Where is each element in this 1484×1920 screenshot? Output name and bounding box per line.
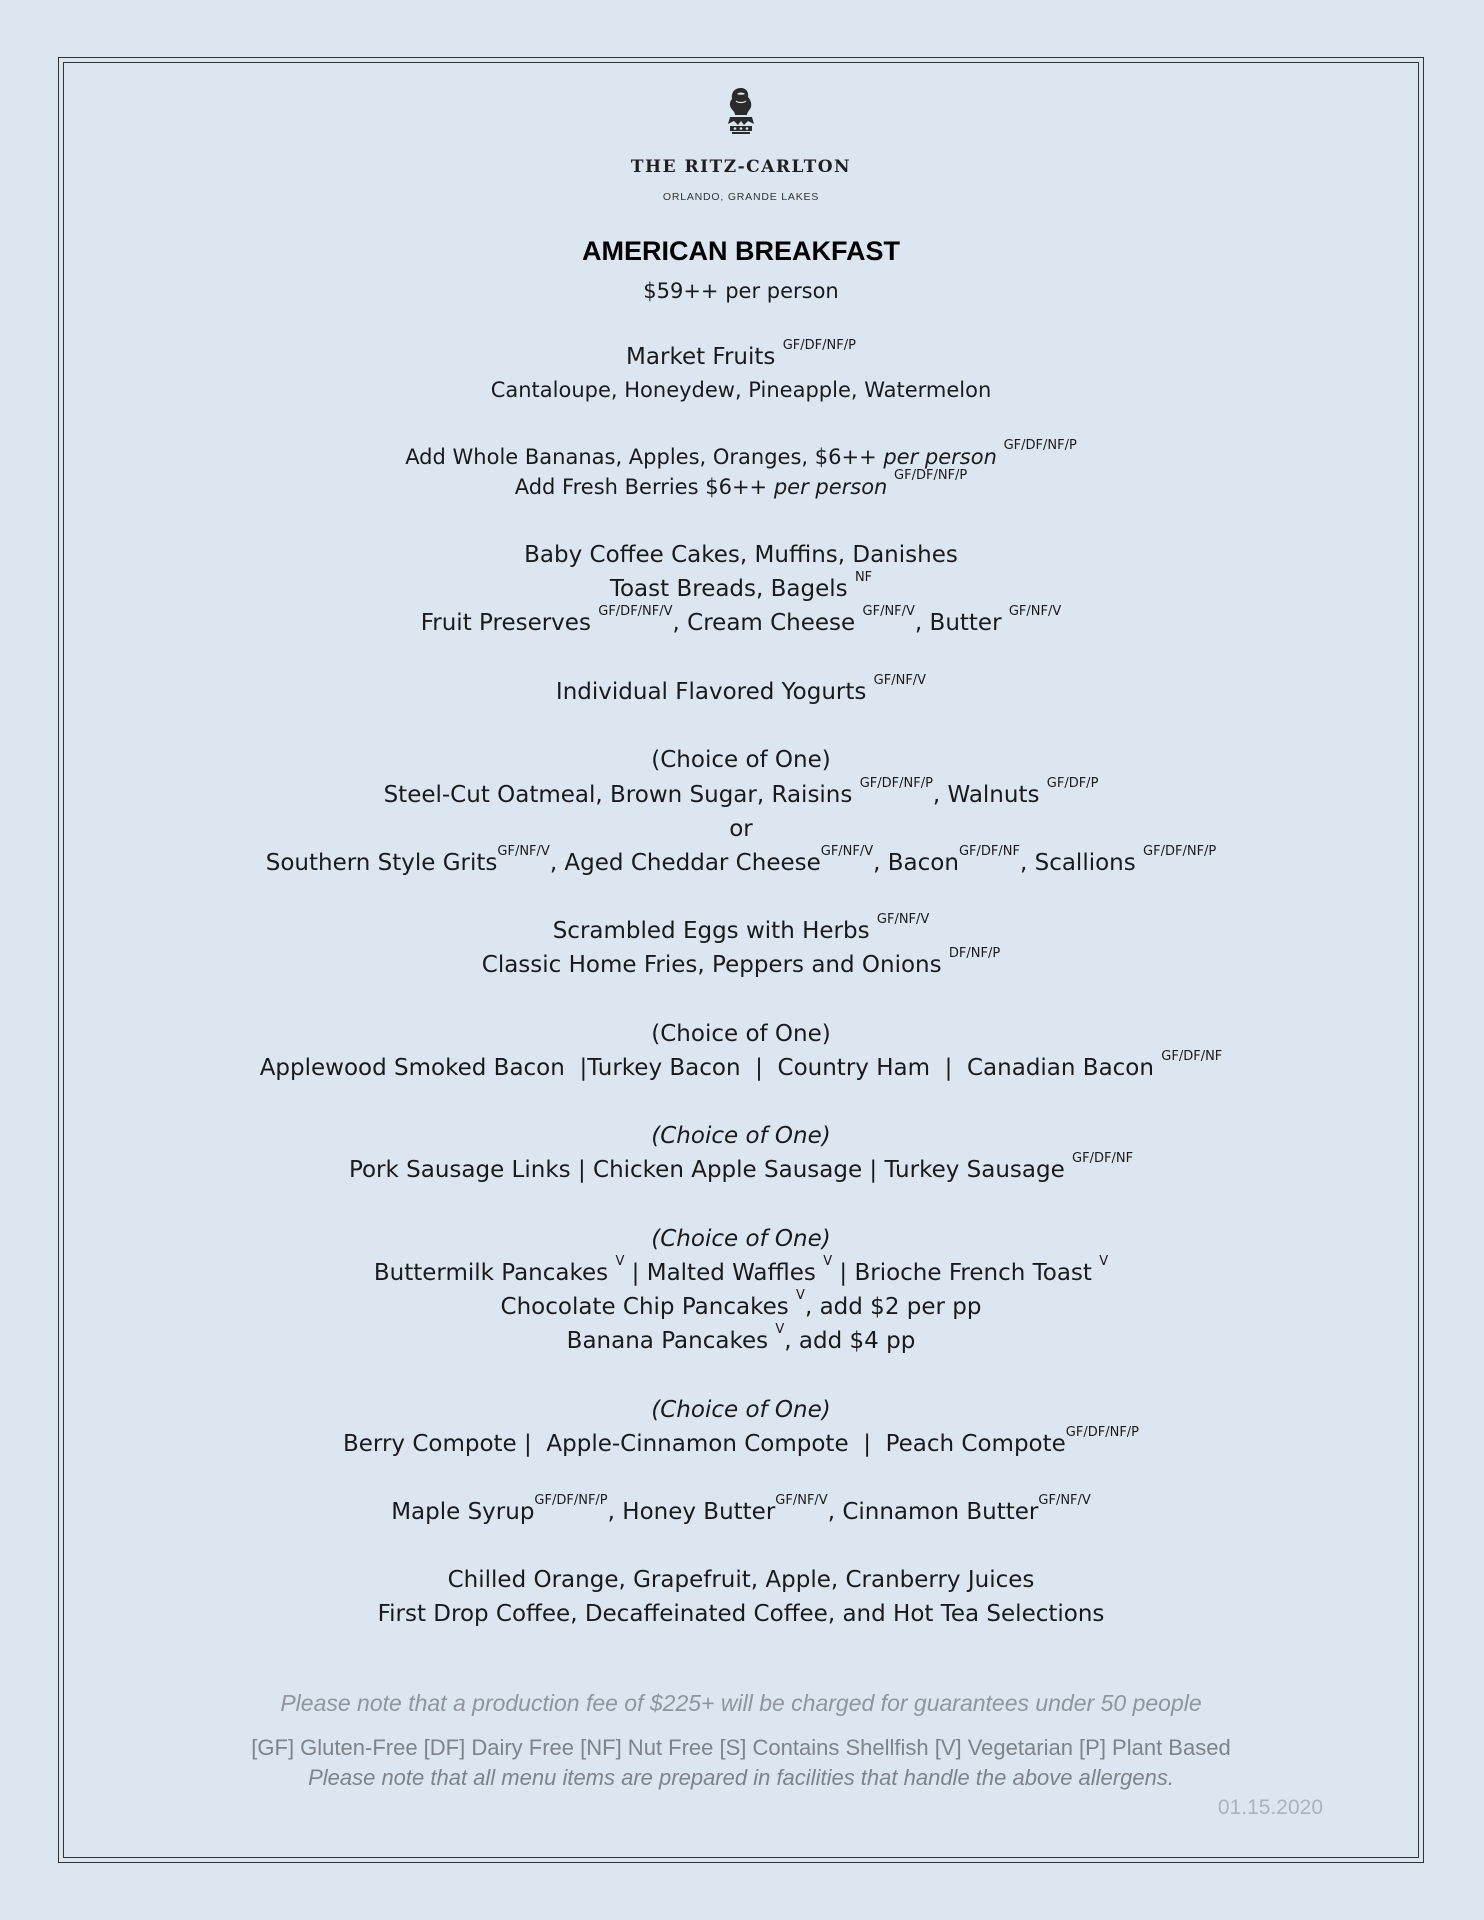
menu-line: Chocolate Chip Pancakes $^V$, add $2 per pp: [500, 1288, 982, 1320]
menu-line: Pork Sausage Links | Chicken Apple Sausage | Turkey Sausage $^{GF/DF/NF}$: [348, 1151, 1134, 1183]
menu-date: 01.15.2020: [1217, 1796, 1323, 1819]
menu-price: $59++ per person: [643, 279, 839, 303]
menu-line: Southern Style Grits$^{GF/NF/V}$, Aged Cheddar Cheese$^{GF/NF/V}$, Bacon$^{GF/DF/NF}$, Scallions $^{GF/DF/NF/P}$: [265, 844, 1217, 876]
menu-line: or: [729, 816, 753, 842]
menu-page: [63, 62, 1419, 1858]
menu-line: (Choice of One): [651, 1226, 831, 1252]
menu-line: Toast Breads, Bagels $^{NF}$: [609, 570, 873, 602]
menu-line: Chilled Orange, Grapefruit, Apple, Cranberry Juices: [447, 1567, 1035, 1593]
menu-line: Add Fresh Berries $6++ per person $^{GF/DF/NF/P}$: [514, 468, 968, 499]
menu-line: Cantaloupe, Honeydew, Pineapple, Watermelon: [490, 378, 992, 402]
allergen-legend: [GF] Gluten-Free [DF] Dairy Free [NF] Nut Free [S] Contains Shellfish [V] Vegetarian [P] Plant Based: [251, 1735, 1231, 1760]
menu-line: Banana Pancakes $^V$, add $4 pp: [566, 1322, 916, 1354]
menu-line: (Choice of One): [651, 747, 831, 773]
menu-line: Buttermilk Pancakes $^V$ | Malted Waffles $^V$ | Brioche French Toast $^V$: [373, 1254, 1109, 1286]
menu-line: (Choice of One): [651, 1123, 831, 1149]
menu-line: Market Fruits $^{GF/DF/NF/P}$: [626, 338, 856, 370]
menu-line: Berry Compote | Apple-Cinnamon Compote | Peach Compote$^{GF/DF/NF/P}$: [342, 1425, 1140, 1457]
menu-line: Scrambled Eggs with Herbs $^{GF/NF/V}$: [552, 912, 930, 944]
menu-title: AMERICAN BREAKFAST: [581, 236, 900, 266]
menu-line: Baby Coffee Cakes, Muffins, Danishes: [524, 542, 958, 568]
lion-crown-crest-icon: [63, 84, 1419, 142]
menu-line: (Choice of One): [651, 1021, 831, 1047]
menu-line: Steel-Cut Oatmeal, Brown Sugar, Raisins $^{GF/DF/NF/P}$, Walnuts $^{GF/DF/P}$: [383, 776, 1099, 808]
menu-line: Individual Flavored Yogurts $^{GF/NF/V}$: [555, 673, 927, 705]
menu-line: Maple Syrup$^{GF/DF/NF/P}$, Honey Butter$^{GF/NF/V}$, Cinnamon Butter$^{GF/NF/V}$: [391, 1493, 1091, 1525]
hotel-location: ORLANDO, GRANDE LAKES: [662, 191, 820, 203]
menu-line: (Choice of One): [651, 1397, 831, 1423]
allergen-note: Please note that all menu items are prepared in facilities that handle the above allergens.: [308, 1765, 1174, 1790]
menu-line: Classic Home Fries, Peppers and Onions $^{DF/NF/P}$: [481, 946, 1001, 978]
menu-line: Fruit Preserves $^{GF/DF/NF/V}$, Cream Cheese $^{GF/NF/V}$, Butter $^{GF/NF/V}$: [420, 604, 1062, 636]
menu-line: First Drop Coffee, Decaffeinated Coffee, and Hot Tea Selections: [377, 1601, 1105, 1627]
menu-line: Add Whole Bananas, Apples, Oranges, $6++ per person $^{GF/DF/NF/P}$: [405, 438, 1077, 469]
menu-line: Applewood Smoked Bacon |Turkey Bacon | Country Ham | Canadian Bacon $^{GF/DF/NF}$: [259, 1049, 1223, 1081]
brand-name: THE RITZ-CARLTON: [630, 157, 852, 177]
production-fee-note: Please note that a production fee of $225+ will be charged for guarantees under 50 people: [280, 1690, 1202, 1716]
